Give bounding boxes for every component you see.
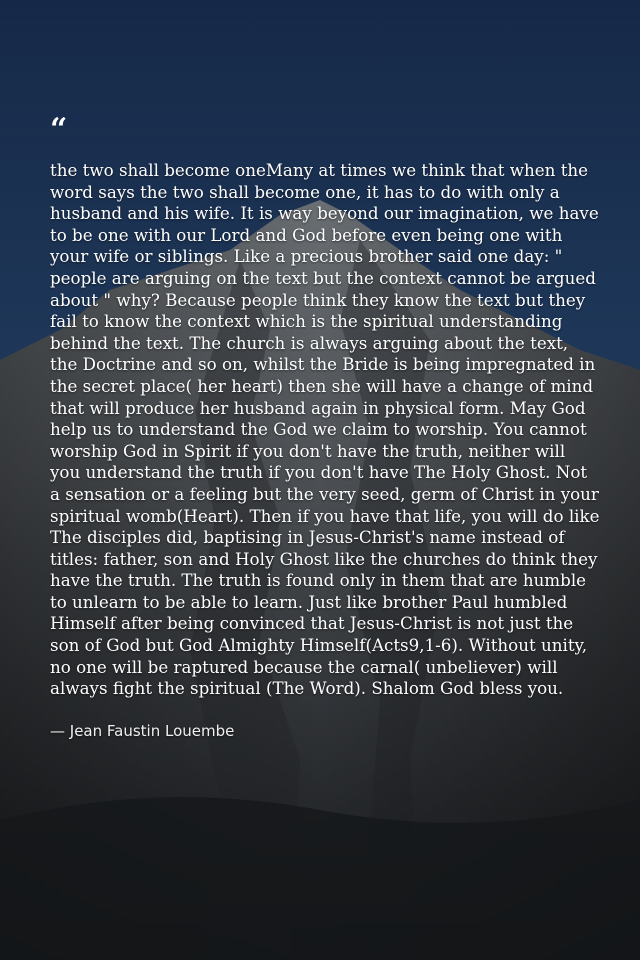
- quote-author: — Jean Faustin Louembe: [50, 721, 235, 740]
- quote-card: [50, 110, 600, 740]
- quote-mark-icon: “: [50, 112, 68, 147]
- quote-text: the two shall become oneMany at times we think that when the word says the two shall become one, it has to do with only a husband and his wife. It is way beyond our imagination, we have to be one with our Lord and God before even being one with your wife or siblings. Like a precious brother said one day: " people are arguing on the text but the context cannot be argued about " why? Because people think they know the text but they fail to know the context which is the spiritual understanding behind the text. The church is always arguing about the text, the Doctrine and so on, whilst the Bride is being impregnated in the secret place( her heart) then she will have a change of mind that will produce her husband again in physical form. May God help us to understand the God we claim to worship. You cannot worship God in Spirit if you don't have the truth, neither will you understand the truth if you don't have The Holy Ghost. Not a sensation or a feeling but the very seed, germ of Christ in your spiritual womb(Heart). Then if you have that life, you will do like The disciples did, baptising in Jesus-Christ's name instead of titles: father, son and Holy Ghost like the churches do think they have the truth. The truth is found only in them that are humble to unlearn to be able to learn. Just like brother Paul humbled Himself after being convinced that Jesus-Christ is not just the son of God but God Almighty Himself(Acts9,1-6). Without unity, no one will be raptured because the carnal( unbeliever) will always fight the spiritual (The Word). Shalom God bless you.: [50, 160, 600, 699]
